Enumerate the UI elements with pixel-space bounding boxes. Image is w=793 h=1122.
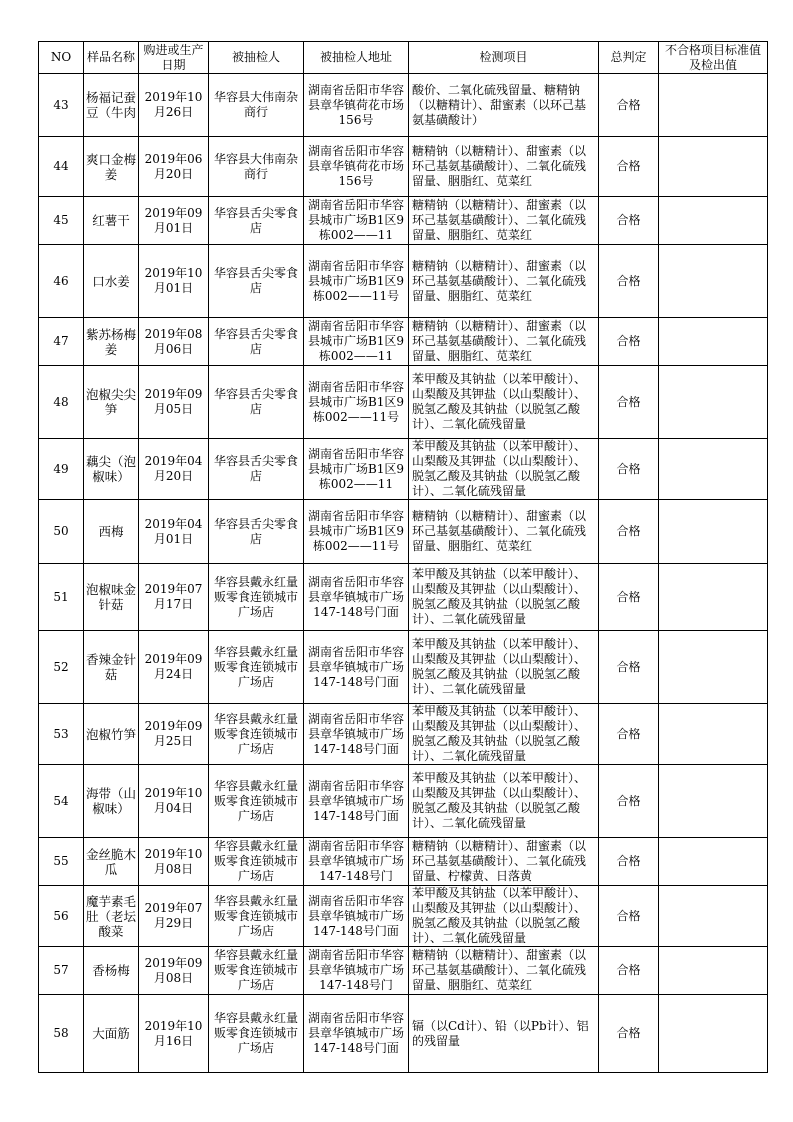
table-row	[39, 137, 768, 197]
cell-nonconformity	[659, 631, 768, 704]
cell-sampled-party: 华容县戴永红量贩零食连锁城市广场店	[209, 765, 304, 838]
cell-address: 湖南省岳阳市华容县城市广场B1区9栋002——11	[304, 197, 409, 245]
cell-address: 湖南省岳阳市华容县章华镇城市广场147-148号门	[304, 947, 409, 995]
cell-no: 57	[39, 947, 84, 995]
table-row	[39, 366, 768, 439]
cell-date: 2019年10月08日	[139, 838, 209, 886]
cell-sample-name: 大面筋	[84, 995, 139, 1073]
cell-address: 湖南省岳阳市华容县章华镇城市广场147-148号门面	[304, 704, 409, 765]
cell-no: 53	[39, 704, 84, 765]
cell-date: 2019年04月01日	[139, 500, 209, 564]
cell-sampled-party: 华容县舌尖零食店	[209, 366, 304, 439]
cell-nonconformity	[659, 995, 768, 1073]
cell-nonconformity	[659, 564, 768, 631]
table-row	[39, 765, 768, 838]
cell-sampled-party: 华容县戴永红量贩零食连锁城市广场店	[209, 631, 304, 704]
cell-no: 46	[39, 245, 84, 318]
cell-test-items: 酸价、二氧化硫残留量、糖精钠（以糖精计）、甜蜜素（以环己基氨基磺酸计）	[409, 74, 599, 137]
cell-date: 2019年06月20日	[139, 137, 209, 197]
cell-date: 2019年10月04日	[139, 765, 209, 838]
table-row	[39, 564, 768, 631]
cell-no: 58	[39, 995, 84, 1073]
cell-address: 湖南省岳阳市华容县章华镇城市广场147-148号门面	[304, 995, 409, 1073]
cell-nonconformity	[659, 245, 768, 318]
table-row	[39, 197, 768, 245]
cell-sampled-party: 华容县舌尖零食店	[209, 439, 304, 500]
cell-no: 47	[39, 318, 84, 366]
table-row	[39, 500, 768, 564]
cell-nonconformity	[659, 439, 768, 500]
cell-sampled-party: 华容县戴永红量贩零食连锁城市广场店	[209, 838, 304, 886]
cell-nonconformity	[659, 886, 768, 947]
cell-date: 2019年09月24日	[139, 631, 209, 704]
cell-verdict: 合格	[599, 995, 659, 1073]
cell-test-items: 苯甲酸及其钠盐（以苯甲酸计）、山梨酸及其钾盐（以山梨酸计）、脱氢乙酸及其钠盐（以脱氢乙酸计）、二氧化硫残留量	[409, 886, 599, 947]
cell-verdict: 合格	[599, 886, 659, 947]
cell-nonconformity	[659, 765, 768, 838]
cell-verdict: 合格	[599, 631, 659, 704]
cell-test-items: 苯甲酸及其钠盐（以苯甲酸计）、山梨酸及其钾盐（以山梨酸计）、脱氢乙酸及其钠盐（以脱氢乙酸计）、二氧化硫残留量	[409, 765, 599, 838]
cell-address: 湖南省岳阳市华容县章华镇城市广场147-148号门	[304, 838, 409, 886]
table-row	[39, 439, 768, 500]
table-row	[39, 318, 768, 366]
cell-no: 44	[39, 137, 84, 197]
cell-sampled-party: 华容县戴永红量贩零食连锁城市广场店	[209, 704, 304, 765]
cell-nonconformity	[659, 318, 768, 366]
cell-date: 2019年04月20日	[139, 439, 209, 500]
cell-nonconformity	[659, 137, 768, 197]
cell-nonconformity	[659, 947, 768, 995]
cell-nonconformity	[659, 197, 768, 245]
cell-date: 2019年09月01日	[139, 197, 209, 245]
table-row	[39, 704, 768, 765]
cell-sampled-party: 华容县舌尖零食店	[209, 500, 304, 564]
cell-test-items: 糖精钠（以糖精计）、甜蜜素（以环己基氨基磺酸计）、二氧化硫残留量、胭脂红、苋菜红	[409, 245, 599, 318]
table-row	[39, 947, 768, 995]
cell-address: 湖南省岳阳市华容县章华镇城市广场147-148号门面	[304, 631, 409, 704]
cell-date: 2019年10月16日	[139, 995, 209, 1073]
cell-test-items: 糖精钠（以糖精计）、甜蜜素（以环己基氨基磺酸计）、二氧化硫残留量、胭脂红、苋菜红	[409, 947, 599, 995]
cell-no: 56	[39, 886, 84, 947]
cell-no: 45	[39, 197, 84, 245]
cell-verdict: 合格	[599, 137, 659, 197]
cell-sample-name: 魔芋素毛肚（老坛酸菜	[84, 886, 139, 947]
cell-verdict: 合格	[599, 765, 659, 838]
cell-sample-name: 海带（山椒味）	[84, 765, 139, 838]
header-row	[39, 42, 768, 74]
table-row	[39, 74, 768, 137]
cell-no: 55	[39, 838, 84, 886]
cell-no: 54	[39, 765, 84, 838]
cell-sample-name: 爽口金梅姜	[84, 137, 139, 197]
cell-sampled-party: 华容县戴永红量贩零食连锁城市广场店	[209, 564, 304, 631]
header-verdict: 总判定	[599, 42, 659, 74]
cell-test-items: 苯甲酸及其钠盐（以苯甲酸计）、山梨酸及其钾盐（以山梨酸计）、脱氢乙酸及其钠盐（以脱氢乙酸计）、二氧化硫残留量	[409, 704, 599, 765]
cell-address: 湖南省岳阳市华容县章华镇城市广场147-148号门面	[304, 564, 409, 631]
cell-sample-name: 红薯干	[84, 197, 139, 245]
table-body	[39, 74, 768, 1073]
cell-nonconformity	[659, 500, 768, 564]
cell-nonconformity	[659, 704, 768, 765]
cell-sample-name: 西梅	[84, 500, 139, 564]
cell-sample-name: 泡椒味金针菇	[84, 564, 139, 631]
cell-test-items: 苯甲酸及其钠盐（以苯甲酸计）、山梨酸及其钾盐（以山梨酸计）、脱氢乙酸及其钠盐（以脱氢乙酸计）、二氧化硫残留量	[409, 439, 599, 500]
cell-verdict: 合格	[599, 74, 659, 137]
cell-no: 48	[39, 366, 84, 439]
cell-verdict: 合格	[599, 564, 659, 631]
cell-verdict: 合格	[599, 500, 659, 564]
cell-test-items: 糖精钠（以糖精计）、甜蜜素（以环己基氨基磺酸计）、二氧化硫残留量、胭脂红、苋菜红	[409, 197, 599, 245]
header-test-items: 检测项目	[409, 42, 599, 74]
cell-address: 湖南省岳阳市华容县章华镇荷花市场156号	[304, 137, 409, 197]
header-date: 购进或生产日期	[139, 42, 209, 74]
cell-date: 2019年07月29日	[139, 886, 209, 947]
cell-verdict: 合格	[599, 245, 659, 318]
header-nonconformity: 不合格项目标准值及检出值	[659, 42, 768, 74]
cell-sampled-party: 华容县戴永红量贩零食连锁城市广场店	[209, 995, 304, 1073]
cell-sampled-party: 华容县舌尖零食店	[209, 245, 304, 318]
cell-address: 湖南省岳阳市华容县城市广场B1区9栋002——11	[304, 439, 409, 500]
cell-date: 2019年08月06日	[139, 318, 209, 366]
cell-test-items: 苯甲酸及其钠盐（以苯甲酸计）、山梨酸及其钾盐（以山梨酸计）、脱氢乙酸及其钠盐（以脱氢乙酸计）、二氧化硫残留量	[409, 366, 599, 439]
cell-sample-name: 口水姜	[84, 245, 139, 318]
cell-date: 2019年10月01日	[139, 245, 209, 318]
cell-verdict: 合格	[599, 197, 659, 245]
cell-verdict: 合格	[599, 366, 659, 439]
cell-no: 52	[39, 631, 84, 704]
cell-date: 2019年10月26日	[139, 74, 209, 137]
header-sampled-party: 被抽检人	[209, 42, 304, 74]
cell-no: 43	[39, 74, 84, 137]
cell-nonconformity	[659, 838, 768, 886]
cell-test-items: 糖精钠（以糖精计）、甜蜜素（以环己基氨基磺酸计）、二氧化硫残留量、胭脂红、苋菜红	[409, 318, 599, 366]
cell-no: 51	[39, 564, 84, 631]
table-row	[39, 886, 768, 947]
table-row	[39, 838, 768, 886]
cell-address: 湖南省岳阳市华容县城市广场B1区9栋002——11号	[304, 245, 409, 318]
header-address: 被抽检人地址	[304, 42, 409, 74]
cell-address: 湖南省岳阳市华容县章华镇荷花市场156号	[304, 74, 409, 137]
cell-address: 湖南省岳阳市华容县城市广场B1区9栋002——11	[304, 318, 409, 366]
cell-sampled-party: 华容县大伟南杂商行	[209, 137, 304, 197]
cell-sample-name: 紫苏杨梅姜	[84, 318, 139, 366]
cell-test-items: 苯甲酸及其钠盐（以苯甲酸计）、山梨酸及其钾盐（以山梨酸计）、脱氢乙酸及其钠盐（以脱氢乙酸计）、二氧化硫残留量	[409, 564, 599, 631]
cell-sample-name: 杨福记蚕豆（牛肉	[84, 74, 139, 137]
cell-test-items: 糖精钠（以糖精计）、甜蜜素（以环己基氨基磺酸计）、二氧化硫残留量、胭脂红、苋菜红	[409, 137, 599, 197]
cell-address: 湖南省岳阳市华容县城市广场B1区9栋002——11号	[304, 366, 409, 439]
cell-no: 50	[39, 500, 84, 564]
cell-test-items: 镉（以Cd计）、铅（以Pb计）、铝的残留量	[409, 995, 599, 1073]
cell-sampled-party: 华容县舌尖零食店	[209, 197, 304, 245]
cell-address: 湖南省岳阳市华容县章华镇城市广场147-148号门面	[304, 765, 409, 838]
cell-address: 湖南省岳阳市华容县城市广场B1区9栋002——11号	[304, 500, 409, 564]
cell-verdict: 合格	[599, 439, 659, 500]
cell-verdict: 合格	[599, 318, 659, 366]
cell-verdict: 合格	[599, 947, 659, 995]
header-no: NO	[39, 42, 84, 74]
cell-nonconformity	[659, 74, 768, 137]
cell-verdict: 合格	[599, 838, 659, 886]
header-sample-name: 样品名称	[84, 42, 139, 74]
cell-address: 湖南省岳阳市华容县章华镇城市广场147-148号门面	[304, 886, 409, 947]
cell-sample-name: 香杨梅	[84, 947, 139, 995]
table-row	[39, 995, 768, 1073]
cell-test-items: 苯甲酸及其钠盐（以苯甲酸计）、山梨酸及其钾盐（以山梨酸计）、脱氢乙酸及其钠盐（以脱氢乙酸计）、二氧化硫残留量	[409, 631, 599, 704]
cell-sampled-party: 华容县戴永红量贩零食连锁城市广场店	[209, 947, 304, 995]
table-row	[39, 245, 768, 318]
cell-date: 2019年09月05日	[139, 366, 209, 439]
cell-date: 2019年09月25日	[139, 704, 209, 765]
cell-sampled-party: 华容县戴永红量贩零食连锁城市广场店	[209, 886, 304, 947]
cell-nonconformity	[659, 366, 768, 439]
cell-sample-name: 泡椒竹笋	[84, 704, 139, 765]
cell-sample-name: 香辣金针菇	[84, 631, 139, 704]
cell-sampled-party: 华容县大伟南杂商行	[209, 74, 304, 137]
cell-test-items: 糖精钠（以糖精计）、甜蜜素（以环己基氨基磺酸计）、二氧化硫残留量、柠檬黄、日落黄	[409, 838, 599, 886]
inspection-results-table	[38, 41, 768, 1073]
cell-sample-name: 泡椒尖尖笋	[84, 366, 139, 439]
cell-sample-name: 藕尖（泡椒味）	[84, 439, 139, 500]
cell-sampled-party: 华容县舌尖零食店	[209, 318, 304, 366]
cell-date: 2019年07月17日	[139, 564, 209, 631]
cell-no: 49	[39, 439, 84, 500]
cell-date: 2019年09月08日	[139, 947, 209, 995]
cell-verdict: 合格	[599, 704, 659, 765]
cell-sample-name: 金丝脆木瓜	[84, 838, 139, 886]
table-row	[39, 631, 768, 704]
cell-test-items: 糖精钠（以糖精计）、甜蜜素（以环己基氨基磺酸计）、二氧化硫残留量、胭脂红、苋菜红	[409, 500, 599, 564]
